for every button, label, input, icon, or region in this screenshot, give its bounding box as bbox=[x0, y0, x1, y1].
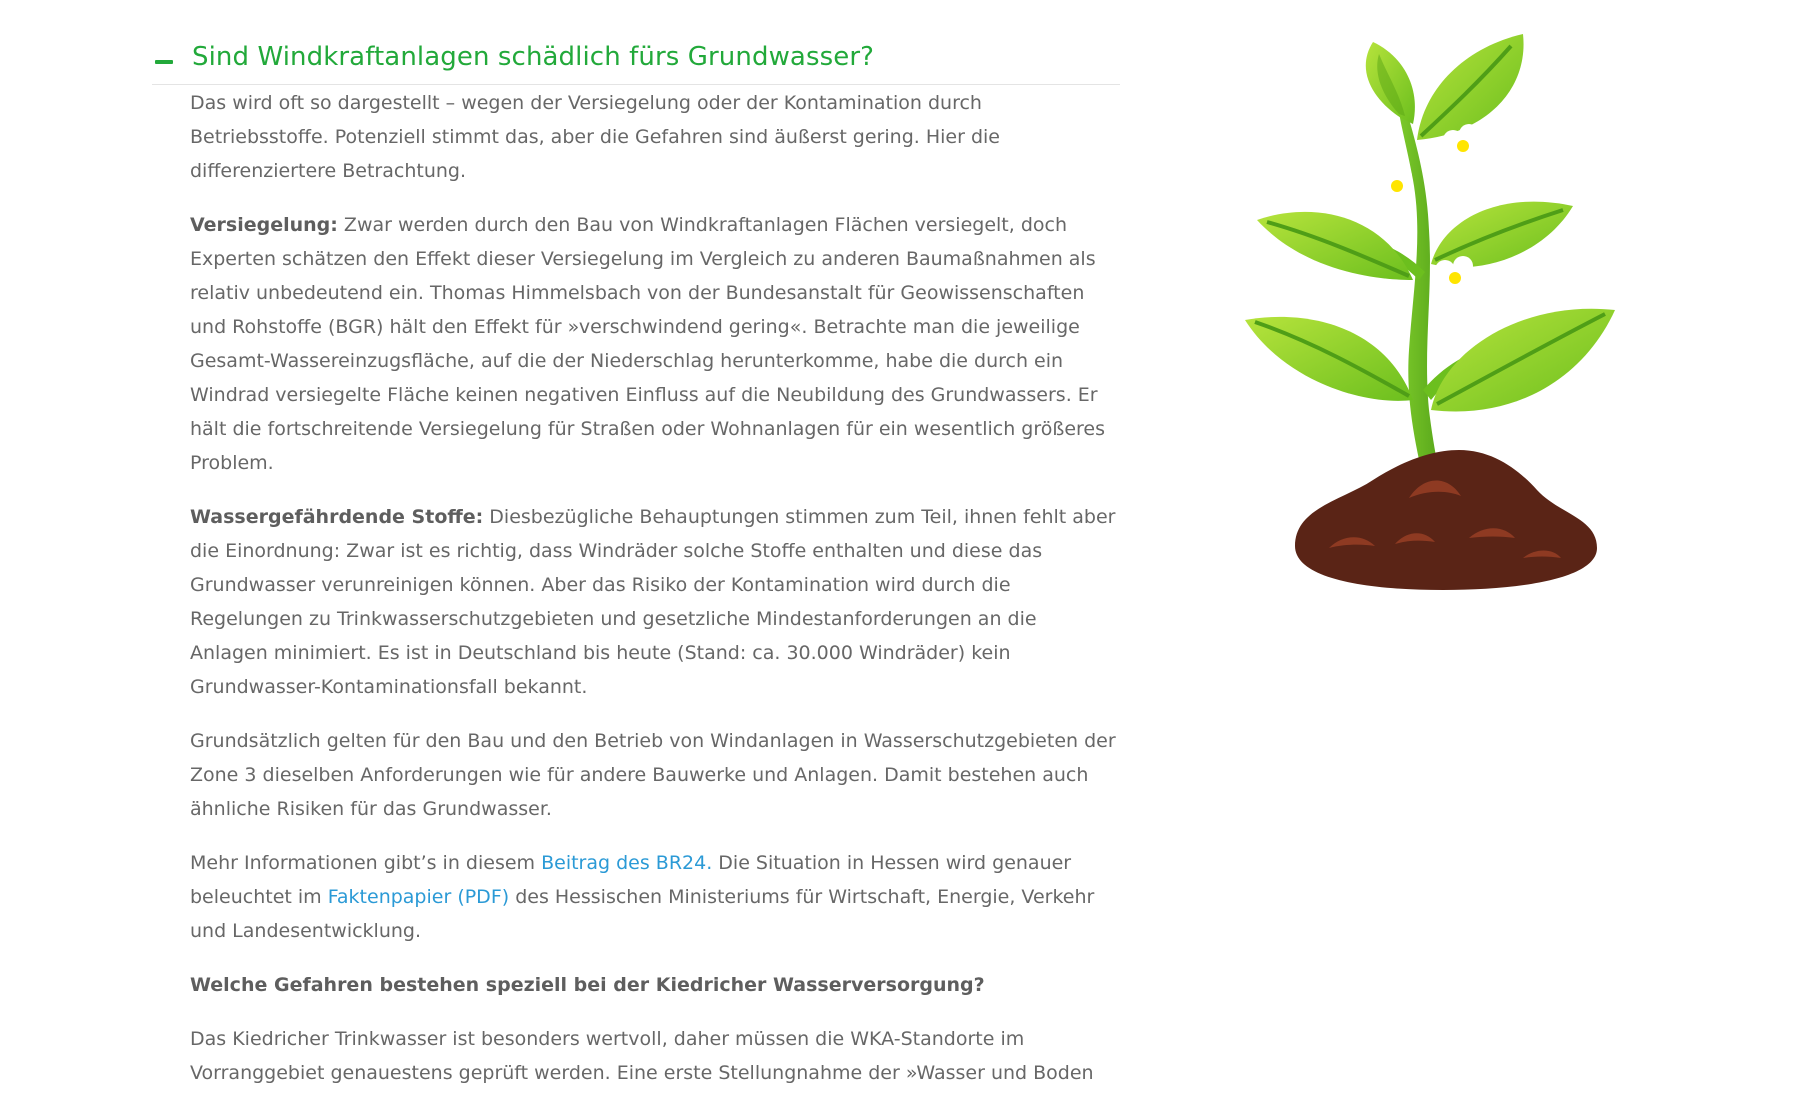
versiegelung-label: Versiegelung: bbox=[190, 214, 338, 236]
stoffe-paragraph bbox=[190, 500, 1120, 704]
br24-article-link[interactable]: Beitrag des BR24. bbox=[541, 852, 713, 874]
info-text-3: des Hessischen Ministeriums für Wirtschaft, Energie, Verkehr und Landesentwicklung. bbox=[190, 886, 1095, 942]
versiegelung-text: Zwar werden durch den Bau von Windkraftanlagen Flächen versiegelt, doch Experten schätzen den Effekt dieser Versiegelung im Vergleich zu anderen Baumaßnahmen als relativ unbedeutend ein. Thomas Himmelsbach von der Bundesanstalt für Geowissenschaften und Rohstoffe (BGR) hält den Effekt für »verschwindend gering«. Betrachte man die jeweilige Gesamt-Wassereinzugsfläche, auf die der Niederschlag herunterkomme, habe die durch ein Windrad versiegelte Fläche keinen negativen Einfluss auf die Neubildung des Grundwassers. Er hält die fortschreitende Versiegelung für Straßen oder Wohnanlagen für ein wesentlich größeres Problem. bbox=[190, 214, 1105, 474]
faq-toggle-header[interactable] bbox=[152, 40, 1120, 85]
leaf-mid-right-shape bbox=[1431, 202, 1573, 268]
faq-question-title[interactable]: Sind Windkraftanlagen schädlich fürs Grundwasser? bbox=[192, 42, 875, 72]
info-paragraph bbox=[190, 846, 1120, 948]
stoffe-text: Diesbezügliche Behauptungen stimmen zum Teil, ihnen fehlt aber die Einordnung: Zwar ist es richtig, dass Windräder solche Stoffe enthalten und diese das Grundwasser verunreinigen können. Aber das Risiko der Kontamination wird durch die Regelungen zu Trinkwasserschutzgebieten und gesetzliche Mindestanforderungen an die Anlagen minimiert. Es ist in Deutschland bis heute (Stand: ca. 30.000 Windräder) kein Grundwasser-Kontaminationsfall bekannt. bbox=[190, 506, 1116, 698]
info-text-2: Die Situation in Hessen wird genauer beleuchtet im bbox=[190, 852, 1072, 908]
intro-paragraph: Das wird oft so dargestellt – wegen der Versiegelung oder der Kontamination durch Betriebsstoffe. Potenziell stimmt das, aber die Gefahren sind äußerst gering. Hier die differenziertere Betrachtung. bbox=[190, 92, 1000, 182]
faq-item bbox=[152, 40, 1120, 1084]
versiegelung-paragraph bbox=[190, 208, 1120, 480]
flower-left-shape bbox=[1380, 167, 1414, 205]
soil-mound-shape bbox=[1295, 450, 1597, 590]
info-text-1: Mehr Informationen gibt’s in diesem bbox=[190, 852, 542, 874]
flower-bottom-shape bbox=[1435, 256, 1473, 298]
plant-illustration bbox=[1223, 30, 1660, 642]
collapse-minus-icon[interactable] bbox=[155, 60, 173, 64]
subheading-paragraph bbox=[190, 968, 1120, 1002]
faq-answer bbox=[190, 86, 1120, 1110]
stoffe-label: Wassergefährdende Stoffe: bbox=[190, 506, 484, 528]
kiedrich-question-heading: Welche Gefahren bestehen speziell bei der Kiedricher Wasserversorgung? bbox=[190, 974, 985, 996]
kiedrich-paragraph: Das Kiedricher Trinkwasser ist besonders wertvoll, daher müssen die WKA-Standorte im Vorranggebiet genauestens geprüft werden. Eine erste Stellungnahme der »Wasser und Boden bbox=[190, 1028, 1094, 1084]
grundsaetzlich-paragraph: Grundsätzlich gelten für den Bau und den Betrieb von Windanlagen in Wasserschutzgebieten der Zone 3 dieselben Anforderungen wie für andere Bauwerke und Anlagen. Damit bestehen auch ähnliche Risiken für das Grundwasser. bbox=[190, 730, 1116, 820]
faktenpapier-pdf-link[interactable]: Faktenpapier (PDF) bbox=[327, 886, 510, 908]
